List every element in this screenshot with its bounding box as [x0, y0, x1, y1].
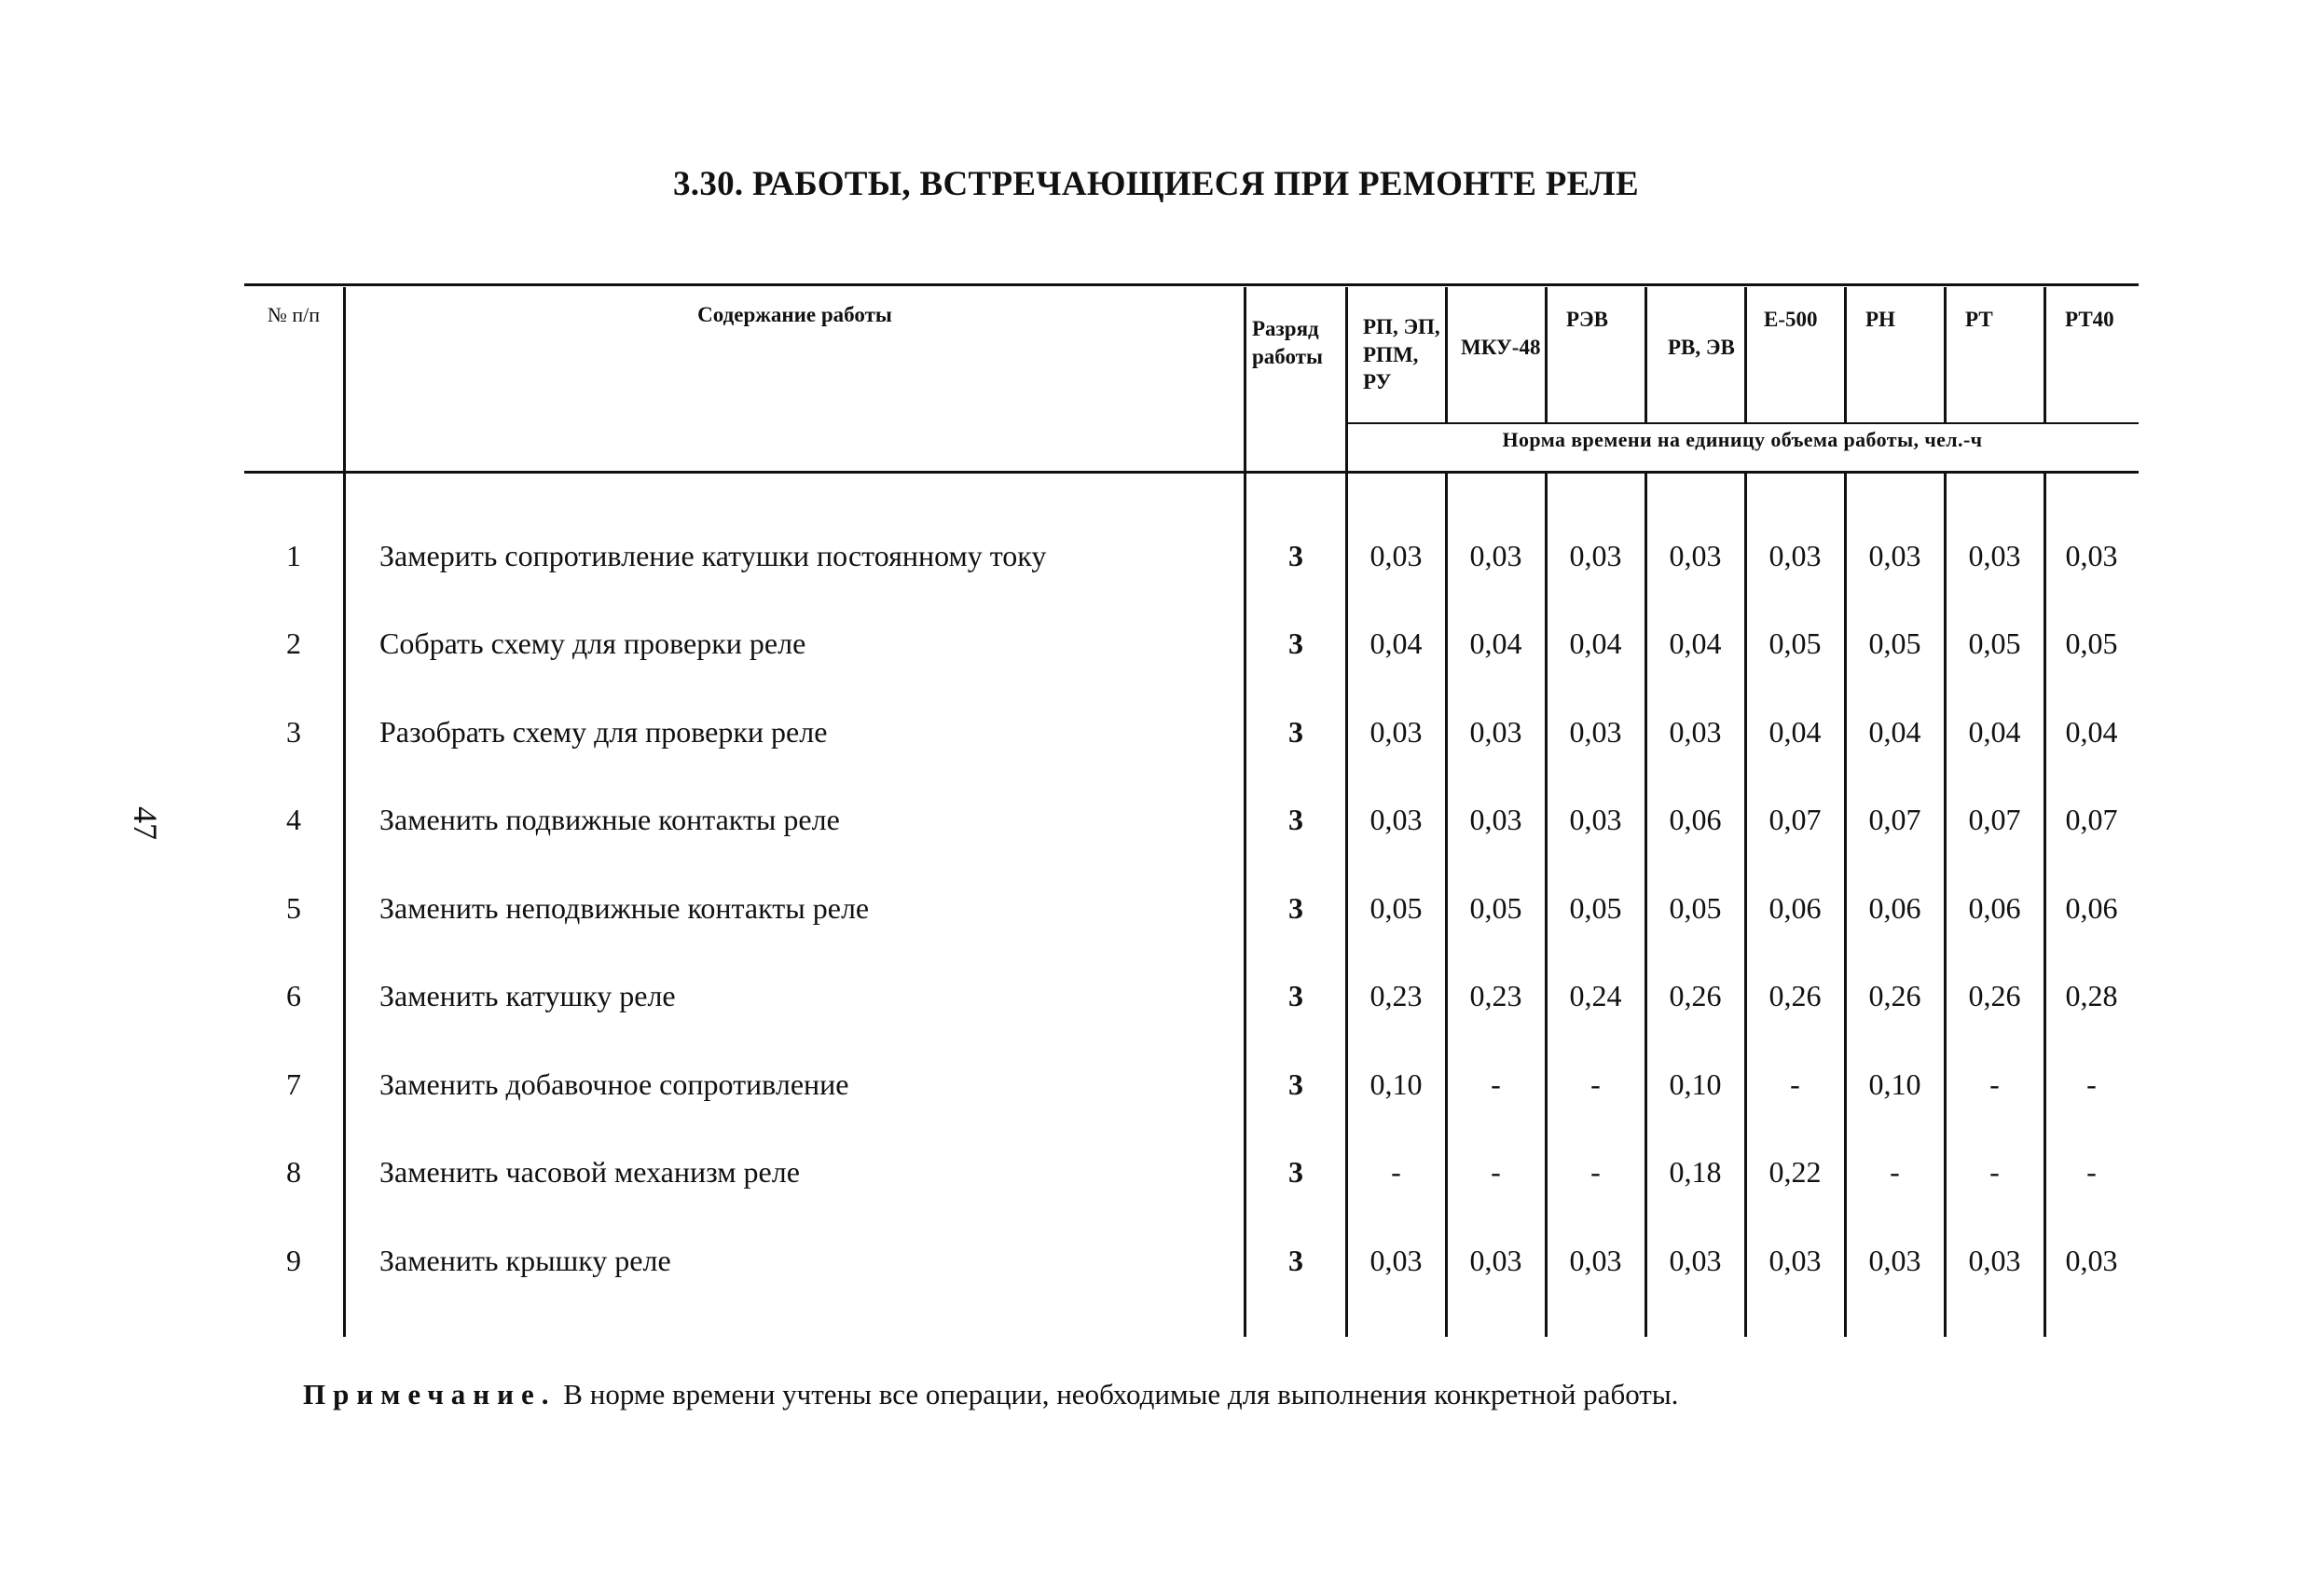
table-top-rule: [244, 283, 2139, 286]
row-norm-value: 0,03: [1669, 714, 1722, 749]
row-norm-value: 0,24: [1569, 979, 1622, 1012]
row-grade: 3: [1288, 979, 1303, 1012]
row-norm-value: 0,07: [1968, 803, 2021, 836]
row-norm-value: -: [1391, 1155, 1401, 1189]
row-content: Заменить добавочное сопротивление: [379, 1066, 849, 1101]
row-norm-value: 0,05: [1469, 890, 1522, 925]
row-norm-value: 0,03: [2065, 1243, 2118, 1277]
header-bottom-rule: [244, 471, 2139, 474]
header-relay-e500: Е-500: [1764, 308, 1818, 332]
row-norm-value: 0,03: [1369, 1243, 1423, 1277]
row-norm-value: 0,06: [1768, 890, 1822, 925]
row-norm-value: 0,03: [1569, 714, 1622, 749]
row-norm-value: 0,03: [1868, 1243, 1921, 1277]
row-norm-value: 0,26: [1768, 979, 1822, 1012]
row-norm-value: 0,03: [1968, 538, 2021, 572]
row-norm-value: -: [1890, 1155, 1900, 1189]
header-relay-rn: РН: [1865, 308, 1895, 332]
row-norm-value: 0,03: [1369, 714, 1423, 749]
row-grade: 3: [1288, 626, 1303, 660]
row-norm-value: -: [1491, 1066, 1501, 1101]
header-relay-rev: РЭВ: [1566, 308, 1608, 332]
row-norm-value: 0,10: [1369, 1066, 1423, 1101]
row-norm-value: 0,06: [1868, 890, 1921, 925]
page-number: 47: [127, 806, 164, 840]
row-content: Заменить катушку реле: [379, 979, 676, 1012]
header-grade: Разряд работы: [1252, 317, 1323, 368]
table-row: [244, 777, 2139, 864]
header-relay-rt40: РТ40: [2065, 308, 2114, 332]
row-norm-value: 0,26: [1968, 979, 2021, 1012]
row-norm-value: 0,03: [1868, 538, 1921, 572]
footnote-label: Примечание.: [303, 1378, 557, 1410]
row-norm-value: -: [1989, 1155, 2000, 1189]
header-relay-rv: РВ, ЭВ: [1668, 336, 1735, 360]
row-norm-value: 0,03: [1968, 1243, 2021, 1277]
row-norm-value: 0,04: [1669, 626, 1722, 660]
row-norm-value: -: [1590, 1066, 1601, 1101]
row-grade: 3: [1288, 1243, 1303, 1277]
table-row: [244, 512, 2139, 599]
row-norm-value: 0,07: [1768, 803, 1822, 836]
row-norm-value: 0,23: [1469, 979, 1522, 1012]
row-number: 7: [286, 1066, 301, 1101]
row-norm-value: 0,05: [1669, 890, 1722, 925]
row-norm-value: 0,04: [1569, 626, 1622, 660]
row-norm-value: 0,04: [1868, 714, 1921, 749]
row-norm-value: -: [2086, 1066, 2097, 1101]
row-norm-value: -: [1989, 1066, 2000, 1101]
row-content: Собрать схему для проверки реле: [379, 626, 806, 660]
row-norm-value: 0,03: [1469, 714, 1522, 749]
row-norm-value: -: [1491, 1155, 1501, 1189]
row-norm-value: 0,26: [1669, 979, 1722, 1012]
row-norm-value: -: [2086, 1155, 2097, 1189]
row-grade: 3: [1288, 890, 1303, 925]
row-norm-value: 0,18: [1669, 1155, 1722, 1189]
row-content: Заменить часовой механизм реле: [379, 1155, 800, 1189]
row-norm-value: 0,28: [2065, 979, 2118, 1012]
row-norm-value: 0,26: [1868, 979, 1921, 1012]
table-row: [244, 953, 2139, 1040]
row-norm-value: 0,07: [1868, 803, 1921, 836]
row-grade: 3: [1288, 714, 1303, 749]
row-norm-value: 0,05: [1768, 626, 1822, 660]
row-norm-value: 0,03: [1669, 1243, 1722, 1277]
row-norm-value: 0,04: [1768, 714, 1822, 749]
footnote-text: В норме времени учтены все операции, необходимые для выполнения конкретной работы.: [563, 1378, 1679, 1410]
header-content: Содержание работы: [697, 303, 892, 327]
row-norm-value: 0,03: [1569, 538, 1622, 572]
row-norm-value: 0,04: [1968, 714, 2021, 749]
row-norm-value: 0,03: [1569, 803, 1622, 836]
row-norm-value: 0,06: [1968, 890, 2021, 925]
row-norm-value: 0,05: [1369, 890, 1423, 925]
row-content: Разобрать схему для проверки реле: [379, 714, 828, 749]
table-row: [244, 864, 2139, 952]
header-relay-rt: РТ: [1965, 308, 1993, 332]
row-norm-value: 0,03: [1569, 1243, 1622, 1277]
row-grade: 3: [1288, 1066, 1303, 1101]
row-norm-value: 0,05: [1569, 890, 1622, 925]
table-row: [244, 688, 2139, 776]
row-norm-value: 0,03: [1768, 538, 1822, 572]
row-content: Заменить неподвижные контакты реле: [379, 890, 870, 925]
relay-repair-table: [244, 283, 2139, 1339]
row-norm-value: -: [1790, 1066, 1800, 1101]
row-content: Заменить подвижные контакты реле: [379, 803, 840, 836]
row-norm-value: 0,10: [1868, 1066, 1921, 1101]
row-norm-value: 0,23: [1369, 979, 1423, 1012]
row-norm-value: 0,06: [2065, 890, 2118, 925]
header-sub-rule: [1346, 422, 2139, 424]
page-title: 3.30. РАБОТЫ, ВСТРЕЧАЮЩИЕСЯ ПРИ РЕМОНТЕ РЕЛЕ: [672, 165, 1640, 203]
row-norm-value: 0,03: [1469, 538, 1522, 572]
row-content: Замерить сопротивление катушки постоянному току: [379, 538, 1047, 572]
row-grade: 3: [1288, 1155, 1303, 1189]
row-norm-value: -: [1590, 1155, 1601, 1189]
row-norm-value: 0,03: [1669, 538, 1722, 572]
table-row: [244, 1040, 2139, 1128]
row-norm-value: 0,03: [1469, 1243, 1522, 1277]
row-norm-value: 0,05: [2065, 626, 2118, 660]
row-norm-value: 0,04: [2065, 714, 2118, 749]
row-norm-value: 0,03: [1369, 803, 1423, 836]
row-number: 3: [286, 714, 301, 749]
row-norm-value: 0,03: [2065, 538, 2118, 572]
row-grade: 3: [1288, 803, 1303, 836]
row-norm-value: 0,03: [1469, 803, 1522, 836]
table-row: [244, 1129, 2139, 1217]
header-num: № п/п: [267, 302, 321, 326]
header-relay-mku: МКУ-48: [1461, 336, 1541, 360]
row-grade: 3: [1288, 538, 1303, 572]
row-norm-value: 0,05: [1868, 626, 1921, 660]
row-norm-value: 0,03: [1369, 538, 1423, 572]
row-number: 5: [286, 890, 301, 925]
norm-caption: Норма времени на единицу объема работы, чел.-ч: [1502, 428, 1983, 451]
row-norm-value: 0,04: [1369, 626, 1423, 660]
row-norm-value: 0,22: [1768, 1155, 1822, 1189]
row-number: 2: [286, 626, 301, 660]
row-norm-value: 0,03: [1768, 1243, 1822, 1277]
row-number: 8: [286, 1155, 301, 1189]
row-number: 4: [286, 803, 301, 836]
row-norm-value: 0,06: [1669, 803, 1722, 836]
header-relay-rp: РП, ЭП, РПМ, РУ: [1363, 314, 1440, 394]
row-number: 6: [286, 979, 301, 1012]
row-number: 9: [286, 1243, 301, 1277]
row-content: Заменить крышку реле: [379, 1243, 671, 1277]
footnote: [303, 1378, 1678, 1411]
row-number: 1: [286, 538, 301, 572]
row-norm-value: 0,07: [2065, 803, 2118, 836]
row-norm-value: 0,04: [1469, 626, 1522, 660]
row-norm-value: 0,10: [1669, 1066, 1722, 1101]
table-row: [244, 600, 2139, 688]
table-row: [244, 1217, 2139, 1304]
row-norm-value: 0,05: [1968, 626, 2021, 660]
